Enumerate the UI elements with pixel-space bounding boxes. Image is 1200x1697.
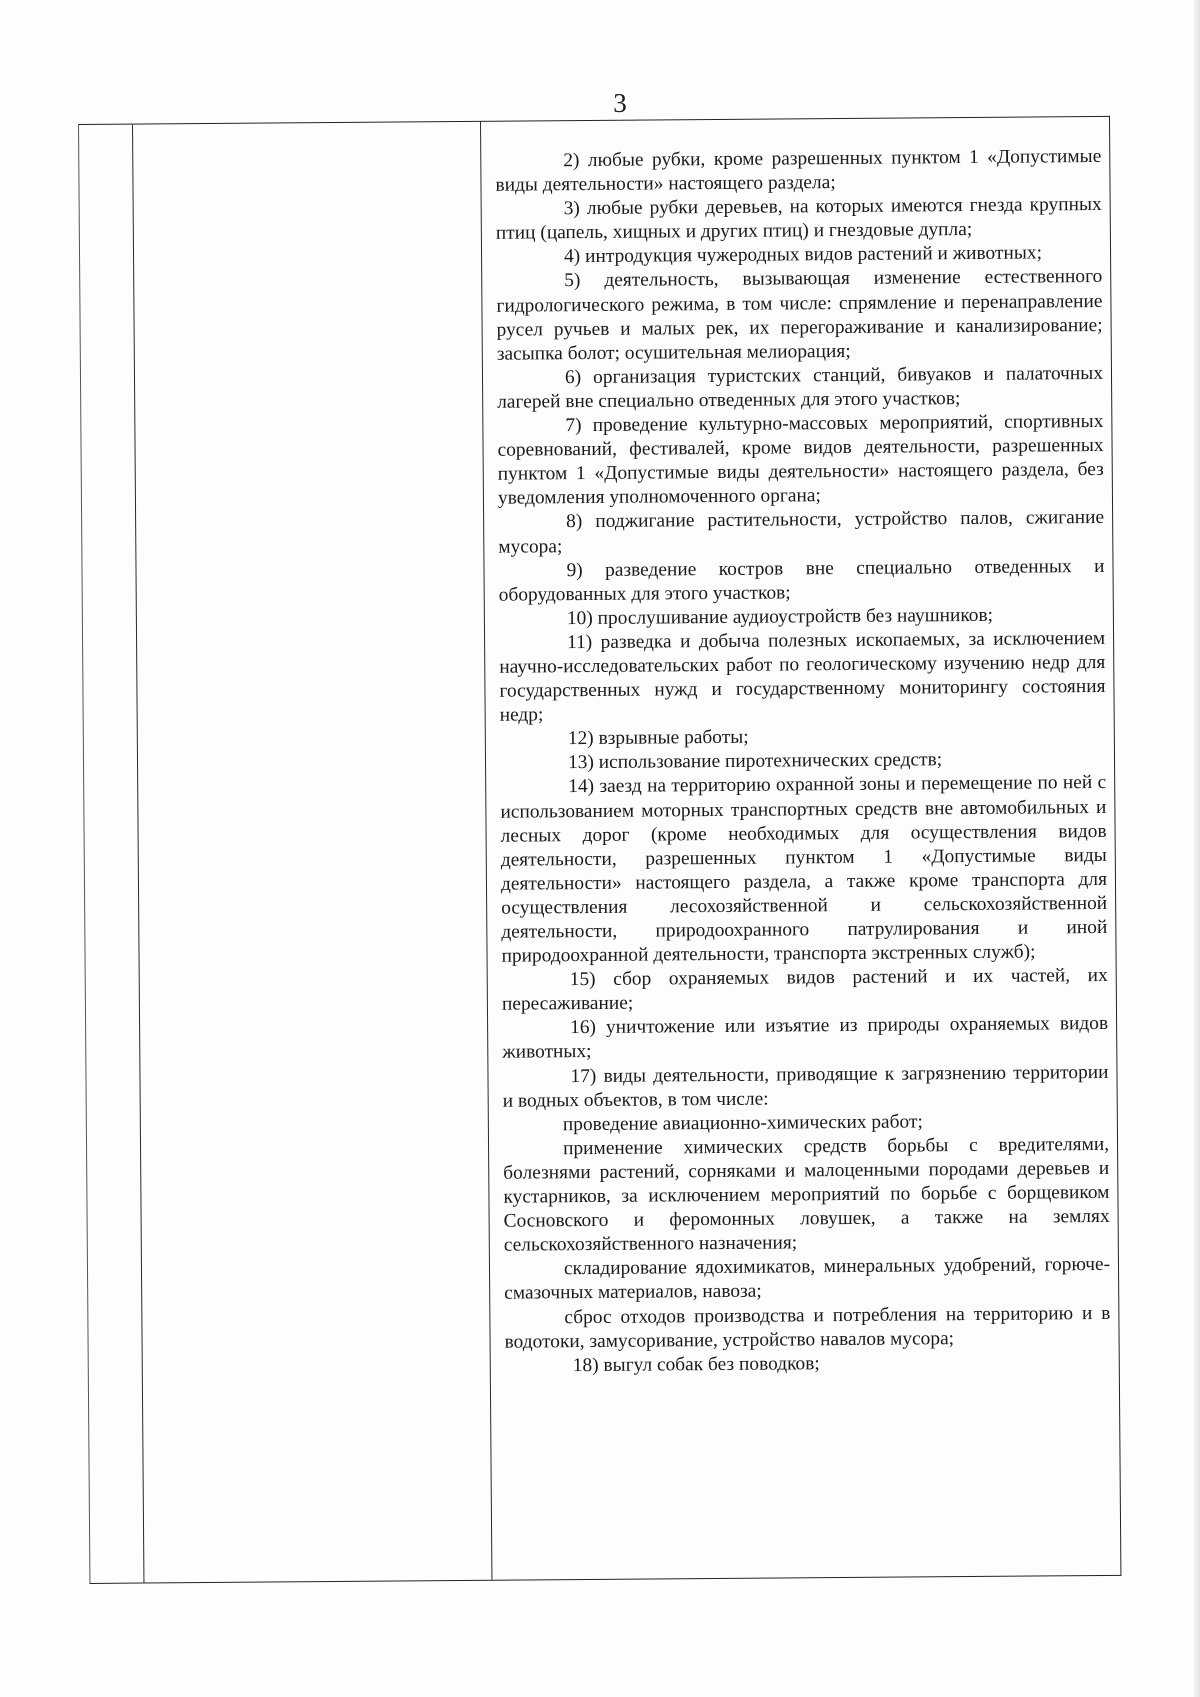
page-number: 3 xyxy=(613,88,627,118)
list-item: 13) использование пиротехнических средств; xyxy=(567,749,943,774)
scan-edge xyxy=(1194,0,1200,1697)
table-column-divider xyxy=(480,122,492,1580)
list-item: 2) любые рубки, кроме разрешенных пунктом 1 «Допустимые виды деятельности» настоящего раздела; xyxy=(495,145,1102,196)
sub-list-item: складирование ядохимикатов, минеральных удобрений, горюче-смазочных материалов, навоза; xyxy=(504,1254,1111,1305)
list-item: 17) виды деятельности, приводящие к загрязнению территории и водных объектов, в том числе: xyxy=(502,1061,1109,1112)
list-item: 14) заезд на территорию охранной зоны и перемещение по ней с использованием моторных транспортных средств вне автомобильных и лесных дорог (кроме необходимых для осуществления видов деятельности, разрешенных пунктом 1 «Допустимые виды деятельности» настоящего раздела, а также кроме транспорта для осуществления лесохозяйственной и сельскохозяйственной деятельности, природоохранного патрулирования и иной природоохранной деятельности, транспорта экстренных служб); xyxy=(500,772,1108,967)
list-item: 18) выгул собак без поводков; xyxy=(572,1352,820,1376)
list-item: 11) разведка и добыча полезных ископаемых, за исключением научно-исследовательских работ по геологическому изучению недр для государственных нужд и государственному мониторингу состояния недр; xyxy=(499,627,1106,726)
list-item: 7) проведение культурно-массовых мероприятий, спортивных соревнований, фестивалей, кроме видов деятельности, разрешенных пунктом 1 «Допустимые виды деятельности» настоящего раздела, без уведомления уполномоченного органа; xyxy=(497,410,1104,510)
prohibited-activities-cell xyxy=(495,145,1111,1379)
list-item: 9) разведение костров вне специально отведенных и оборудованных для этого участков; xyxy=(498,555,1105,606)
list-item: 15) сбор охраняемых видов растений и их частей, их пересаживание; xyxy=(501,965,1108,1015)
table-column-divider xyxy=(132,125,144,1583)
document-table xyxy=(78,116,1121,1584)
list-item: 12) взрывные работы; xyxy=(567,727,749,750)
list-item: 4) интродукция чужеродных видов растений и животных; xyxy=(563,242,1043,268)
list-item: 6) организация туристских станций, бивуаков и палаточных лагерей вне специально отведенных для этого участков; xyxy=(497,362,1104,413)
list-item: 3) любые рубки деревьев, на которых имеются гнезда крупных птиц (цапель, хищных и других птиц) и гнездовые дупла; xyxy=(495,194,1102,245)
sub-list-item: применение химических средств борьбы с вредителями, болезнями растений, сорняками и малоценными породами деревьев и кустарников, за исключением мероприятий по борьбе с борщевиком Сосновского и феромонных ловушек, а также на землях сельскохозяйственного назначения; xyxy=(503,1133,1110,1256)
sub-list-item: проведение авиационно-химических работ; xyxy=(562,1111,923,1135)
list-item: 8) поджигание растительности, устройство палов, сжигание мусора; xyxy=(498,507,1105,558)
list-item: 10) прослушивание аудиоустройств без наушников; xyxy=(566,604,994,629)
list-item: 5) деятельность, вызывающая изменение естественного гидрологического режима, в том числе: спрямление и перенаправление русел ручьев и малых рек, их перегораживание и канализирование; засыпка болот; осушительная мелиорация; xyxy=(496,266,1103,365)
list-item: 16) уничтожение или изъятие из природы охраняемых видов животных; xyxy=(502,1013,1109,1064)
sub-list-item: сброс отходов производства и потребления на территорию и в водотоки, замусоривание, устройство навалов мусора; xyxy=(504,1302,1111,1353)
